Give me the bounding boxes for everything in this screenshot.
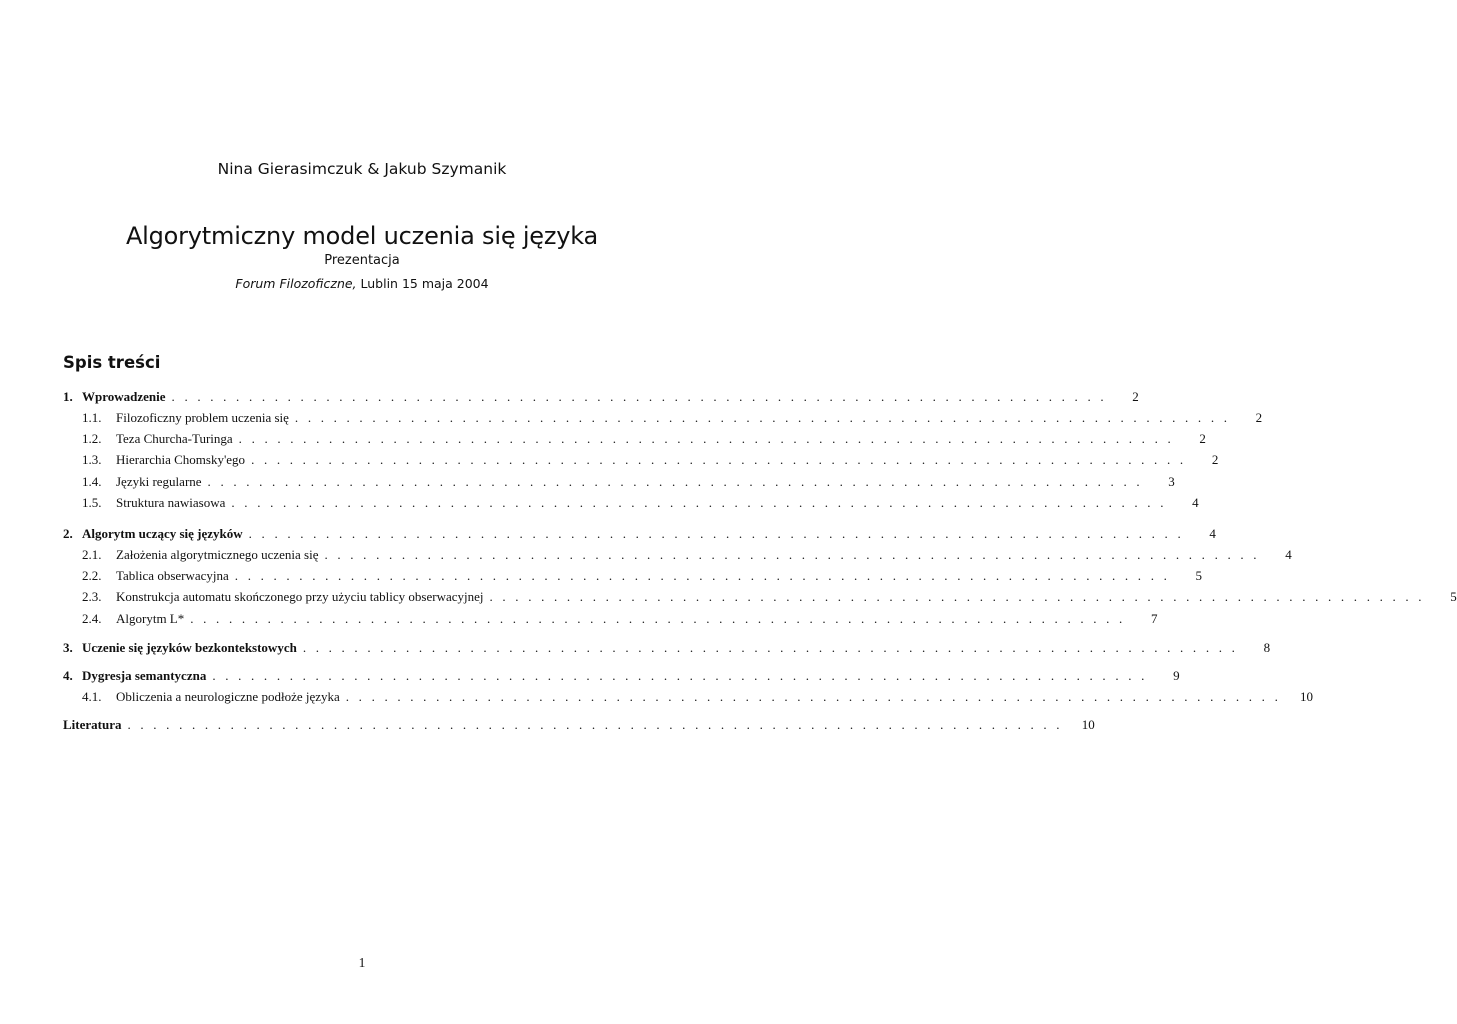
toc-entry-literatura[interactable]	[63, 716, 1095, 734]
toc-leader-dots: . . . . . . . . . . . . . . . . . . . . . . . . . . . . . . . . . . . . . . . . . . . . . . . . . . . . . . . . . . . . . . . . . . . . . . . . .	[207, 474, 1143, 489]
toc-entry-1-5[interactable]	[63, 494, 1199, 512]
toc-entry-4[interactable]	[63, 667, 1180, 685]
toc-entry-label: Języki regularne	[116, 474, 202, 489]
toc-entry-label: Literatura	[63, 717, 122, 732]
toc-entry-label: Dygresja semantyczna	[82, 668, 207, 683]
toc-entry-2[interactable]	[63, 525, 1216, 543]
toc-leader-dots: . . . . . . . . . . . . . . . . . . . . . . . . . . . . . . . . . . . . . . . . . . . . . . . . . . . . . . . . . . . . . . . . . . . . . . . . .	[251, 452, 1187, 467]
toc-entry-label: Obliczenia a neurologiczne podłoże języka	[116, 689, 340, 704]
toc-leader-dots: . . . . . . . . . . . . . . . . . . . . . . . . . . . . . . . . . . . . . . . . . . . . . . . . . . . . . . . . . . . . . . . . . . . . . . . . .	[302, 640, 1239, 655]
toc-entry-2-1[interactable]	[63, 546, 1292, 564]
venue-place-date: Lublin 15 maja 2004	[356, 276, 489, 291]
toc-entry-page: 8	[1263, 640, 1271, 655]
toc-entry-number: 2.2.	[82, 568, 102, 583]
toc-entry-label: Konstrukcja automatu skończonego przy użyciu tablicy obserwacyjnej	[116, 589, 484, 604]
venue-line	[0, 276, 724, 291]
toc-entry-number: 4.1.	[82, 689, 102, 704]
toc-leader-dots: . . . . . . . . . . . . . . . . . . . . . . . . . . . . . . . . . . . . . . . . . . . . . . . . . . . . . . . . . . . . . . . . . . . . . . . . .	[127, 717, 1063, 732]
toc-entry-number: 1.1.	[82, 410, 102, 425]
authors: Nina Gierasimczuk & Jakub Szymanik	[217, 160, 507, 178]
toc-entry-page: 2	[1199, 431, 1206, 446]
toc-entry-label: Struktura nawiasowa	[116, 495, 226, 510]
toc-entry-label: Algorytm uczący się języków	[82, 526, 243, 541]
toc-entry-number: 2.	[63, 526, 73, 541]
toc-entry-1-2[interactable]	[63, 430, 1206, 448]
toc-entry-page: 4	[1209, 526, 1216, 541]
toc-entry-2-3[interactable]	[63, 588, 1457, 606]
toc-entry-page: 2	[1211, 452, 1219, 467]
toc-entry-number: 2.4.	[82, 611, 102, 626]
toc-entry-number: 2.1.	[82, 547, 102, 562]
toc-entry-label: Wprowadzenie	[82, 389, 166, 404]
toc-entry-3[interactable]	[63, 639, 1271, 657]
toc-leader-dots: . . . . . . . . . . . . . . . . . . . . . . . . . . . . . . . . . . . . . . . . . . . . . . . . . . . . . . . . . . . . . . . . . . . . . . . . .	[171, 389, 1107, 404]
toc-entry-label: Hierarchia Chomsky'ego	[116, 452, 246, 467]
page-number: 1	[358, 955, 366, 970]
toc-entry-label: Teza Churcha-Turinga	[116, 431, 233, 446]
toc-entry-page: 4	[1285, 547, 1292, 562]
document-subtitle: Prezentacja	[324, 253, 400, 268]
toc-entry-page: 2	[1132, 389, 1139, 404]
toc-entry-1-4[interactable]	[63, 473, 1175, 491]
toc-heading: Spis treści	[63, 353, 161, 372]
toc-entry-page: 3	[1168, 474, 1175, 489]
toc-entry-number: 1.4.	[82, 474, 102, 489]
venue-name: Forum Filozoficzne,	[235, 276, 357, 291]
toc-entry-1[interactable]	[63, 388, 1139, 406]
toc-entry-number: 1.	[63, 389, 73, 404]
toc-entry-page: 4	[1192, 495, 1199, 510]
toc-leader-dots: . . . . . . . . . . . . . . . . . . . . . . . . . . . . . . . . . . . . . . . . . . . . . . . . . . . . . . . . . . . . . . . . . . . . . . . . .	[212, 668, 1148, 683]
toc-entry-label: Algorytm L*	[116, 611, 185, 626]
toc-entry-1-1[interactable]	[63, 409, 1263, 427]
toc-entry-4-1[interactable]	[63, 688, 1314, 706]
toc-entry-page: 5	[1450, 589, 1457, 604]
toc-entry-page: 5	[1195, 568, 1203, 583]
toc-entry-1-3[interactable]	[63, 451, 1219, 469]
toc-leader-dots: . . . . . . . . . . . . . . . . . . . . . . . . . . . . . . . . . . . . . . . . . . . . . . . . . . . . . . . . . . . . . . . . . . . . . . . . .	[294, 410, 1231, 425]
toc-entry-label: Filozoficzny problem uczenia się	[116, 410, 289, 425]
toc-leader-dots: . . . . . . . . . . . . . . . . . . . . . . . . . . . . . . . . . . . . . . . . . . . . . . . . . . . . . . . . . . . . . . . . . . . . . . . . .	[234, 568, 1171, 583]
toc-leader-dots: . . . . . . . . . . . . . . . . . . . . . . . . . . . . . . . . . . . . . . . . . . . . . . . . . . . . . . . . . . . . . . . . . . . . . . . . .	[489, 589, 1425, 604]
toc-entry-number: 3.	[63, 640, 73, 655]
toc-entry-label: Założenia algorytmicznego uczenia się	[116, 547, 319, 562]
toc-entry-page: 9	[1173, 668, 1180, 683]
toc-leader-dots: . . . . . . . . . . . . . . . . . . . . . . . . . . . . . . . . . . . . . . . . . . . . . . . . . . . . . . . . . . . . . . . . . . . . . . . . .	[190, 611, 1126, 626]
toc-entry-number: 4.	[63, 668, 73, 683]
toc-entry-2-4[interactable]	[63, 610, 1158, 628]
document-title: Algorytmiczny model uczenia się języka	[125, 222, 599, 250]
toc-entry-label: Tablica obserwacyjna	[116, 568, 229, 583]
toc-entry-label: Uczenie się języków bezkontekstowych	[82, 640, 297, 655]
toc-entry-page: 7	[1151, 611, 1158, 626]
toc-leader-dots: . . . . . . . . . . . . . . . . . . . . . . . . . . . . . . . . . . . . . . . . . . . . . . . . . . . . . . . . . . . . . . . . . . . . . . . . .	[345, 689, 1282, 704]
toc-entry-page: 10	[1081, 717, 1095, 732]
toc-entry-number: 2.3.	[82, 589, 102, 604]
toc-entry-number: 1.5.	[82, 495, 102, 510]
toc-leader-dots: . . . . . . . . . . . . . . . . . . . . . . . . . . . . . . . . . . . . . . . . . . . . . . . . . . . . . . . . . . . . . . . . . . . . . . . . .	[248, 526, 1184, 541]
toc-leader-dots: . . . . . . . . . . . . . . . . . . . . . . . . . . . . . . . . . . . . . . . . . . . . . . . . . . . . . . . . . . . . . . . . . . . . . . . . .	[324, 547, 1260, 562]
toc-entry-number: 1.2.	[82, 431, 102, 446]
toc-entry-2-2[interactable]	[63, 567, 1203, 585]
toc-entry-number: 1.3.	[82, 452, 102, 467]
toc-entry-page: 2	[1255, 410, 1263, 425]
toc-leader-dots: . . . . . . . . . . . . . . . . . . . . . . . . . . . . . . . . . . . . . . . . . . . . . . . . . . . . . . . . . . . . . . . . . . . . . . . . .	[231, 495, 1167, 510]
toc-leader-dots: . . . . . . . . . . . . . . . . . . . . . . . . . . . . . . . . . . . . . . . . . . . . . . . . . . . . . . . . . . . . . . . . . . . . . . . . .	[238, 431, 1174, 446]
toc-entry-page: 10	[1300, 689, 1314, 704]
